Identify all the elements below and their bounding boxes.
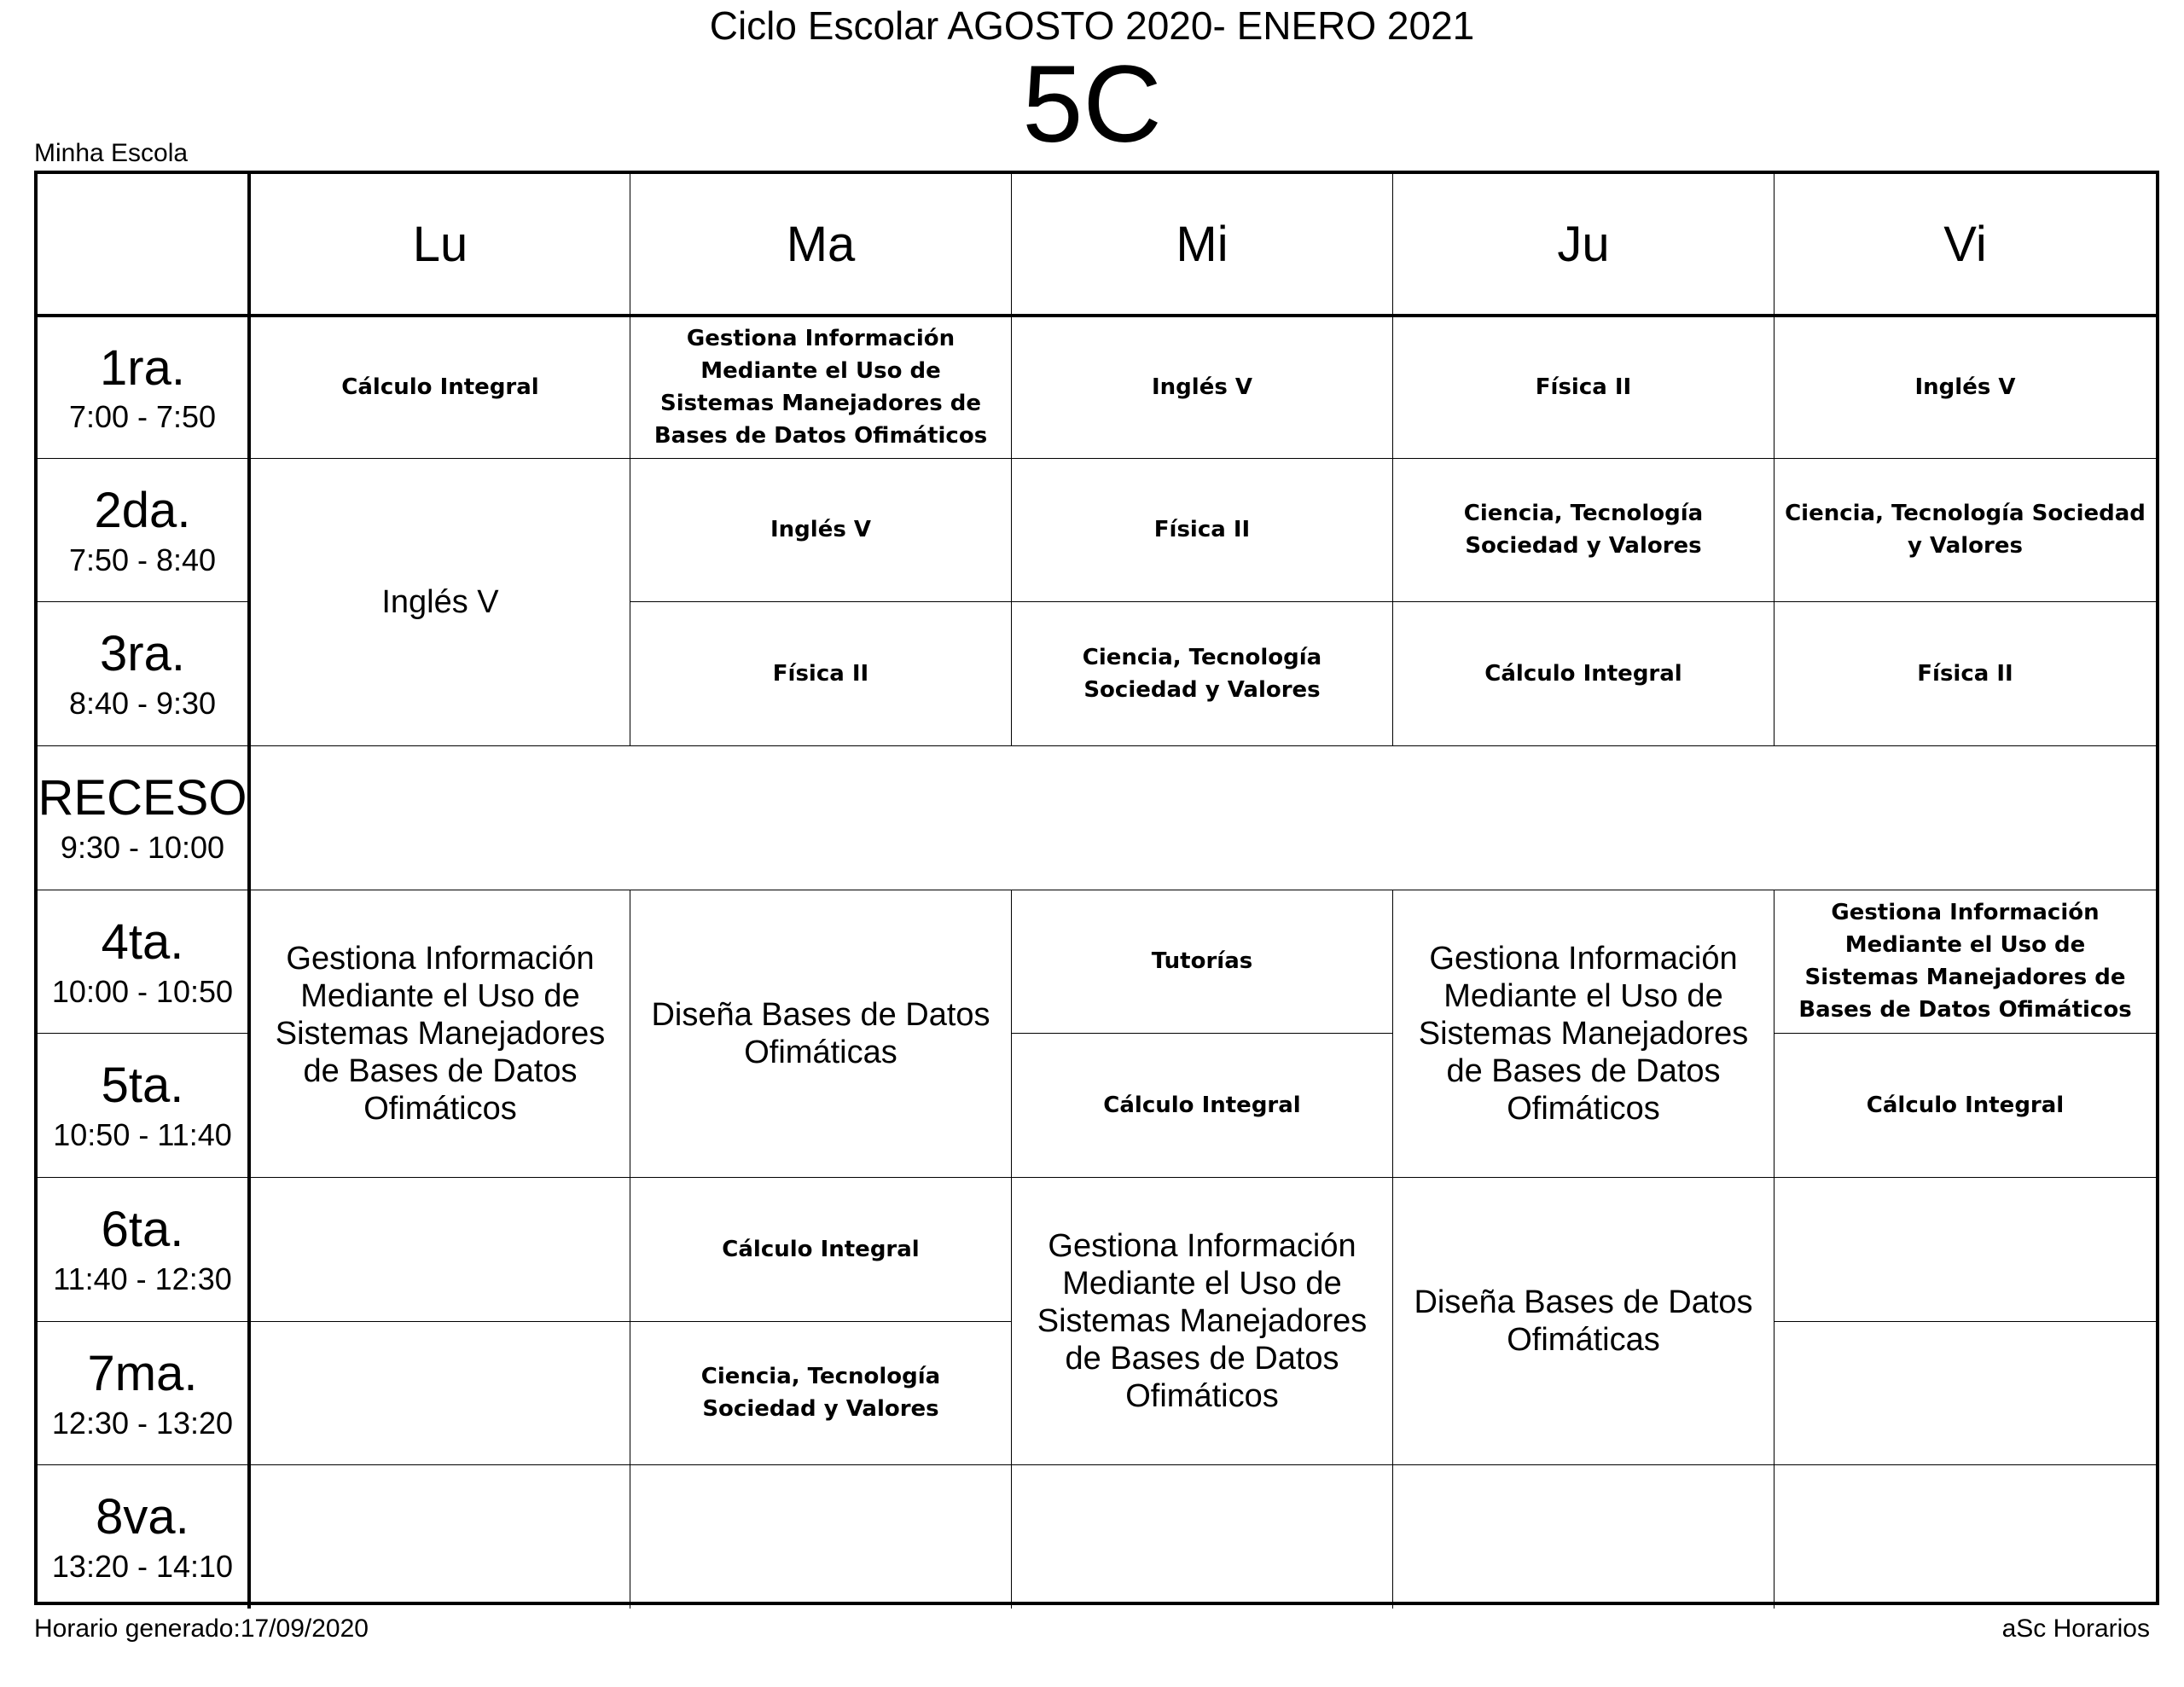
empty-cell (247, 1321, 630, 1465)
lesson-cell: Inglés V (1011, 314, 1392, 458)
lesson-cell: Tutorías (1011, 890, 1392, 1034)
day-header: Ju (1392, 174, 1774, 314)
lesson-cell: Diseña Bases de Datos Ofimáticas (630, 890, 1011, 1177)
lesson-cell: Inglés V (630, 458, 1011, 602)
lesson-cell: Cálculo Integral (1011, 1033, 1392, 1177)
empty-cell (1392, 1464, 1774, 1609)
school-name: Minha Escola (34, 139, 189, 167)
period-name: 2da. (94, 482, 191, 538)
empty-cell (247, 1464, 630, 1609)
period-time: 7:50 - 8:40 (68, 542, 217, 577)
lesson-cell: Cálculo Integral (1774, 1033, 2156, 1177)
period-name: RECESO (38, 770, 247, 826)
lesson-cell: Gestiona Información Mediante el Uso de Sistemas Manejadores de Bases de Datos Ofimáticos (1011, 1177, 1392, 1464)
lesson-cell: Gestiona Información Mediante el Uso de Sistemas Manejadores de Bases de Datos Ofimáticos (1392, 890, 1774, 1177)
day-header: Ma (630, 174, 1011, 314)
timetable-grid (34, 171, 2159, 1605)
empty-cell (247, 1177, 630, 1321)
software-credit: aSc Horarios (2001, 1615, 2150, 1643)
empty-cell (1774, 1321, 2156, 1465)
empty-cell (630, 1464, 1011, 1609)
generated-date: Horario generado:17/09/2020 (34, 1615, 369, 1643)
period-name: 8va. (96, 1489, 189, 1545)
lesson-cell: Cálculo Integral (1392, 601, 1774, 745)
empty-cell (1774, 1177, 2156, 1321)
schedule-title: Ciclo Escolar AGOSTO 2020- ENERO 2021 (709, 3, 1475, 48)
period-name: 1ra. (100, 339, 185, 396)
lesson-cell: Cálculo Integral (247, 314, 630, 458)
lesson-cell: Gestiona Información Mediante el Uso de Sistemas Manejadores de Bases de Datos Ofimáticos (630, 314, 1011, 458)
lesson-cell: Física II (1011, 458, 1392, 602)
period-header (38, 1177, 247, 1321)
empty-cell (1774, 1464, 2156, 1609)
lesson-cell: Ciencia, Tecnología Sociedad y Valores (630, 1321, 1011, 1465)
empty-cell (1011, 1464, 1392, 1609)
period-time: 11:40 - 12:30 (53, 1261, 232, 1296)
lesson-cell: Gestiona Información Mediante el Uso de Sistemas Manejadores de Bases de Datos Ofimáticos (247, 890, 630, 1177)
period-header (38, 745, 247, 890)
period-name: 4ta. (101, 913, 184, 970)
day-header: Lu (247, 174, 630, 314)
period-name: 7ma. (87, 1345, 198, 1401)
lesson-cell: Diseña Bases de Datos Ofimáticas (1392, 1177, 1774, 1464)
period-time: 7:00 - 7:50 (68, 399, 217, 435)
period-time: 10:50 - 11:40 (53, 1117, 232, 1153)
period-header (38, 1464, 247, 1609)
period-name: 3ra. (100, 626, 185, 682)
period-time: 13:20 - 14:10 (51, 1549, 234, 1585)
period-name: 5ta. (101, 1058, 184, 1114)
lesson-cell: Gestiona Información Mediante el Uso de Sistemas Manejadores de Bases de Datos Ofimáticos (1774, 890, 2156, 1034)
period-name: 6ta. (101, 1202, 184, 1258)
period-time: 9:30 - 10:00 (60, 829, 225, 865)
day-header: Mi (1011, 174, 1392, 314)
lesson-cell: Física II (630, 601, 1011, 745)
day-header: Vi (1774, 174, 2156, 314)
period-header (38, 1033, 247, 1177)
period-header (38, 1321, 247, 1465)
period-time: 8:40 - 9:30 (68, 686, 217, 722)
period-header (38, 890, 247, 1034)
lesson-cell: Inglés V (247, 458, 630, 745)
lesson-cell: Física II (1774, 601, 2156, 745)
period-time: 12:30 - 13:20 (51, 1405, 234, 1441)
period-header (38, 458, 247, 602)
lesson-cell: Inglés V (1774, 314, 2156, 458)
corner-cell (38, 174, 247, 314)
empty-cell (247, 745, 2156, 890)
lesson-cell: Ciencia, Tecnología Sociedad y Valores (1392, 458, 1774, 602)
lesson-cell: Cálculo Integral (630, 1177, 1011, 1321)
lesson-cell: Física II (1392, 314, 1774, 458)
period-time: 10:00 - 10:50 (51, 973, 234, 1009)
lesson-cell: Ciencia, Tecnología Sociedad y Valores (1011, 601, 1392, 745)
period-header (38, 314, 247, 458)
period-header (38, 601, 247, 745)
lesson-cell: Ciencia, Tecnología Sociedad y Valores (1774, 458, 2156, 602)
class-name: 5C (1022, 43, 1162, 165)
